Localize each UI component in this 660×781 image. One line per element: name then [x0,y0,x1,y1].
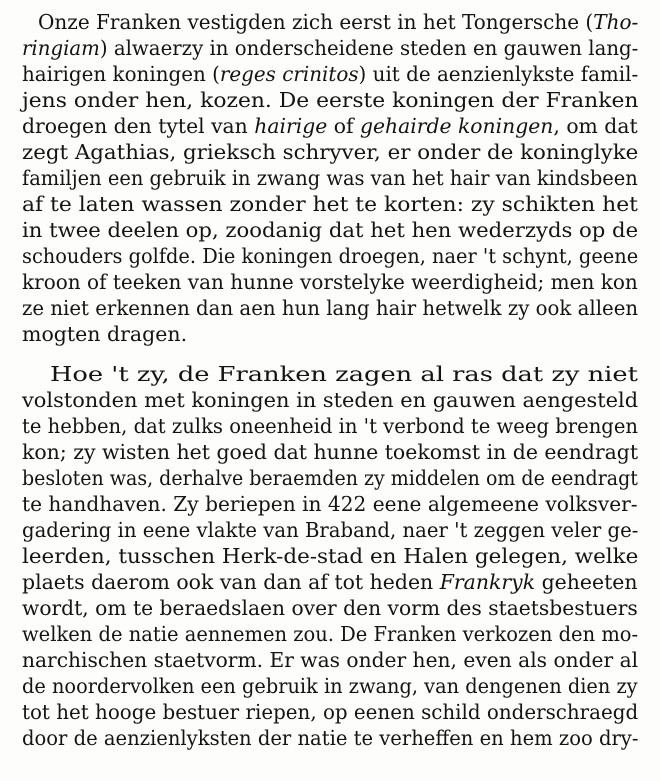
text-run: te hebben, dat zulks oneenheid in 't verbond te weeg brengen [22,414,639,438]
text-run: of [327,114,360,138]
text-line [22,218,638,242]
italic-text: Frankryk [439,570,536,594]
text-line [22,244,638,268]
text-line [22,296,638,320]
text-run: kroon of teeken van hunne vorstelyke weerdigheid; men kon [22,270,638,294]
text-line [38,10,638,34]
italic-text: reges crinitos [219,62,359,86]
text-line [22,140,638,164]
text-line [22,674,638,698]
text-run: Onze Franken vestigden zich eerst in het Tongersche ( [38,10,594,34]
text-run: wordt, om te beraedslaen over den vorm des staetsbestuers [22,596,638,620]
text-line [22,36,638,60]
text-run: de noordervolken een gebruik in zwang, van dengenen dien zy [22,674,638,698]
text-run: Hoe 't zy, de Franken zagen al ras dat zy niet [50,362,638,386]
text-run: zegt Agathias, grieksch schryver, er onder de koninglyke [22,140,639,164]
text-run: ze niet erkennen dan aen hun lang hair hetwelk zy ook alleen [22,296,639,320]
text-run: kon; zy wisten het goed dat hunne toekomst in de eendragt [22,440,639,464]
text-line [22,440,638,464]
text-run: volstonden met koningen in steden en gauwen aengesteld [22,388,639,412]
text-run: af te laten wassen zonder het te korten: zy schikten het [22,192,638,216]
text-run: geheeten [535,570,638,594]
text-line [22,622,638,646]
text-run: narchischen staetvorm. Er was onder hen, even als onder al [22,648,639,672]
text-run: , om dat [553,114,638,138]
text-run: leerden, tusschen Herk-de-stad en Halen gelegen, welke [22,544,639,568]
text-line [22,322,187,346]
text-line [22,544,638,568]
text-run: hairigen koningen ( [22,62,220,86]
text-line [22,388,638,412]
italic-text: ringiam [22,36,100,60]
italic-text: Tho- [593,10,639,34]
text-run: droegen den tytel van [22,114,255,138]
text-run: tot het hooge bestuer riepen, op eenen schild onderschraegd [22,700,639,724]
text-run: familjen een gebruik in zwang was van het hair van kindsbeen [22,166,638,190]
text-line [22,62,638,86]
italic-text: gehairde koningen [359,114,554,138]
italic-text: hairige [254,114,328,138]
text-line [22,88,638,112]
text-line [22,270,638,294]
text-run: in twee deelen op, zoodanig dat het hen wederzyds op de [22,218,639,242]
text-run: te handhaven. Zy beriepen in 422 eene algemeene volksver- [22,492,638,516]
text-line [22,492,638,516]
text-line [22,570,638,594]
text-run: ) uit de aenzienlykste famil- [358,62,639,86]
text-line [22,414,638,438]
text-line [22,114,638,138]
text-run: schouders golfde. Die koningen droegen, naer 't schynt, geene [22,244,639,268]
text-run: plaets daerom ook van dan af tot heden [22,570,440,594]
text-run: besloten was, derhalve beraemden zy middelen om de eendragt [22,466,638,490]
text-line [22,726,638,750]
text-line [22,466,638,490]
text-line [50,362,638,386]
text-line [22,518,638,542]
text-run: ) alwaerzy in onderscheidene steden en gauwen lang- [99,36,639,60]
text-line [22,596,638,620]
text-line [22,700,638,724]
text-run: mogten dragen. [22,322,188,346]
text-line [22,648,638,672]
text-line [22,166,638,190]
text-run: gadering in eene vlakte van Braband, naer 't zeggen veler ge- [22,518,639,542]
text-run: welken de natie aennemen zou. De Franken verkozen den mo- [22,622,639,646]
text-line [22,192,638,216]
text-run: door de aenzienlyksten der natie te verheffen en hem zoo dry- [22,726,639,750]
text-run: jens onder hen, kozen. De eerste koningen der Franken [22,88,639,112]
